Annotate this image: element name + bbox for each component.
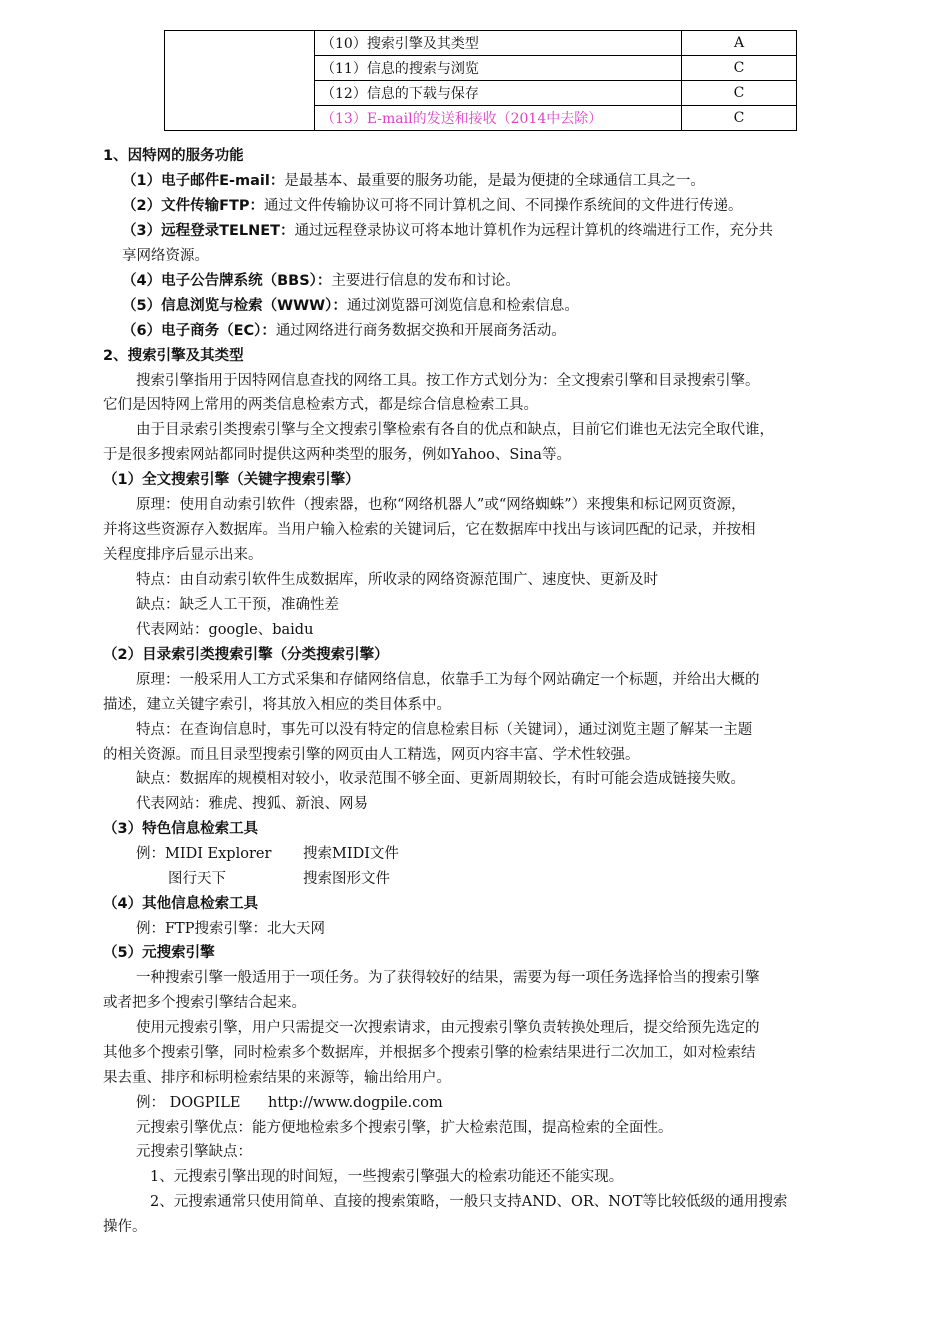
text-line [136, 844, 271, 864]
text-line [103, 445, 571, 465]
line-text-secondary: 搜索图形文件 [303, 871, 390, 887]
line-text: 1、元搜索引擎出现的时间短，一些搜索引擎强大的检索功能还不能实现。 [150, 1169, 624, 1185]
line-text: （2）目录索引类搜索引擎（分类搜索引擎） [103, 647, 389, 663]
text-line [103, 520, 756, 540]
text-line [136, 595, 339, 615]
topic-cell: （11）信息的搜索与浏览 [315, 56, 682, 81]
text-line [136, 371, 760, 391]
text-line [122, 271, 520, 291]
line-text: 或者把多个搜索引擎结合起来。 [103, 995, 306, 1011]
line-text: 2、元搜索通常只使用简单、直接的搜索策略，一般只支持AND、OR、NOT等比较低级的通用搜索 [150, 1194, 788, 1210]
line-text: 图行天下 [168, 871, 226, 887]
text-line [136, 1118, 673, 1138]
text-line [150, 1167, 623, 1187]
text-line [103, 695, 451, 715]
section-heading [103, 819, 258, 839]
line-text: 特点：由自动索引软件生成数据库，所收录的网络资源范围广、速度快、更新及时 [136, 572, 658, 588]
text-line [122, 321, 566, 341]
line-text: 代表网站：雅虎、搜狐、新浪、网易 [136, 796, 368, 812]
text-line [122, 246, 209, 266]
item-label: （2）文件传输FTP： [122, 198, 265, 214]
text-line [136, 1142, 252, 1162]
section-heading [103, 146, 244, 166]
text-line [103, 993, 306, 1013]
line-text: （1）全文搜索引擎（关键字搜索引擎） [103, 472, 360, 488]
line-text: 于是很多搜索网站都同时提供这两种类型的服务，例如Yahoo、Sina等。 [103, 447, 571, 463]
text-line [136, 420, 774, 440]
line-text: 1、因特网的服务功能 [103, 148, 244, 164]
text-line [103, 1068, 451, 1088]
line-text: 使用元搜索引擎，用户只需提交一次搜索请求，由元搜索引擎负责转换处理后，提交给预先选定的 [136, 1020, 760, 1036]
topic-cell: （10）搜索引擎及其类型 [315, 31, 682, 56]
line-text: 果去重、排序和标明检索结果的来源等，输出给用户。 [103, 1070, 451, 1086]
line-text: 的相关资源。而且目录型搜索引擎的网页由人工精选，网页内容丰富、学术性较强。 [103, 747, 640, 763]
line-text: 搜索引擎指用于因特网信息查找的网络工具。按工作方式划分为：全文搜索引擎和目录搜索引擎。 [136, 373, 760, 389]
text-line [136, 769, 745, 789]
text-line [136, 1093, 240, 1113]
text-line [136, 495, 746, 515]
section-heading [103, 943, 215, 963]
line-text: （4）其他信息检索工具 [103, 896, 259, 912]
text-line [103, 1217, 147, 1237]
line-text: 元搜索引擎缺点： [136, 1144, 252, 1160]
grade-cell: C [682, 106, 797, 131]
line-text: 通过浏览器可浏览信息和检索信息。 [346, 298, 579, 314]
line-text-secondary: http://www.dogpile.com [268, 1095, 443, 1111]
text-line [122, 221, 773, 241]
text-line [136, 919, 325, 939]
item-label: （5）信息浏览与检索（WWW）： [122, 298, 347, 314]
line-text: 其他多个搜索引擎，同时检索多个数据库，并根据多个搜索引擎的检索结果进行二次加工，如对检索结 [103, 1045, 756, 1061]
text-line [122, 296, 579, 316]
text-line [122, 171, 705, 191]
line-text: 关程度排序后显示出来。 [103, 547, 263, 563]
line-text: 操作。 [103, 1219, 147, 1235]
text-line [136, 570, 658, 590]
text-line [103, 395, 538, 415]
line-text: 原理：使用自动索引软件（搜索器，也称“网络机器人”或“网络蜘蛛”）来搜集和标记网页资源， [136, 497, 746, 513]
text-line [136, 670, 760, 690]
text-line [103, 745, 640, 765]
line-text: 通过网络进行商务数据交换和开展商务活动。 [275, 323, 566, 339]
topic-table [164, 30, 797, 131]
line-text: 2、搜索引擎及其类型 [103, 348, 244, 364]
line-text: 缺点：数据库的规模相对较小，收录范围不够全面、更新周期较长，有时可能会造成链接失败。 [136, 771, 745, 787]
grade-cell: A [682, 31, 797, 56]
topic-cell: （13）E-mail的发送和接收（2014中去除） [315, 106, 682, 131]
line-text: 它们是因特网上常用的两类信息检索方式，都是综合信息检索工具。 [103, 397, 538, 413]
item-label: （6）电子商务（EC）： [122, 323, 276, 339]
line-text: 通过文件传输协议可将不同计算机之间、不同操作系统间的文件进行传递。 [264, 198, 743, 214]
line-text: 特点：在查询信息时，事先可以没有特定的信息检索目标（关键词），通过浏览主题了解某一主题 [136, 722, 753, 738]
line-text: 原理：一般采用人工方式采集和存储网络信息，依靠手工为每个网站确定一个标题，并给出大概的 [136, 672, 760, 688]
section-heading [103, 470, 360, 490]
text-line [168, 869, 226, 889]
table-row [165, 31, 797, 56]
section-heading [103, 346, 244, 366]
section-heading [103, 645, 389, 665]
line-text: 并将这些资源存入数据库。当用户输入检索的关键词后，它在数据库中找出与该词匹配的记录，并按相 [103, 522, 756, 538]
line-text: 例： DOGPILE [136, 1095, 241, 1111]
text-line [136, 620, 313, 640]
topic-cell: （12）信息的下载与保存 [315, 81, 682, 106]
table-empty-cell [165, 31, 315, 131]
item-label: （3）远程登录TELNET： [122, 223, 295, 239]
section-heading [103, 894, 258, 914]
line-text: 缺点：缺乏人工干预，准确性差 [136, 597, 339, 613]
line-text: 例：FTP搜索引擎：北大天网 [136, 921, 325, 937]
line-text: 主要进行信息的发布和讨论。 [331, 273, 520, 289]
line-text: 代表网站：google、baidu [136, 622, 314, 638]
item-label: （1）电子邮件E-mail： [122, 173, 285, 189]
line-text: 享网络资源。 [122, 248, 209, 264]
text-line [136, 968, 760, 988]
text-line [150, 1192, 788, 1212]
text-line [136, 794, 368, 814]
line-text: 通过远程登录协议可将本地计算机作为远程计算机的终端进行工作，充分共 [294, 223, 774, 239]
line-text-secondary: 搜索MIDI文件 [303, 846, 399, 862]
line-text: （5）元搜索引擎 [103, 945, 215, 961]
line-text: 元搜索引擎优点：能方便地检索多个搜索引擎，扩大检索范围，提高检索的全面性。 [136, 1120, 673, 1136]
text-line [103, 545, 263, 565]
line-text: 一种搜索引擎一般适用于一项任务。为了获得较好的结果，需要为每一项任务选择恰当的搜索引擎 [136, 970, 760, 986]
text-line [122, 196, 743, 216]
line-text: 例：MIDI Explorer [136, 846, 272, 862]
text-line [136, 720, 752, 740]
text-line [103, 1043, 756, 1063]
line-text: 由于目录索引类搜索引擎与全文搜索引擎检索有各自的优点和缺点，目前它们谁也无法完全取代谁， [136, 422, 774, 438]
grade-cell: C [682, 81, 797, 106]
text-line [136, 1018, 760, 1038]
line-text: 是最基本、最重要的服务功能，是最为便捷的全球通信工具之一。 [284, 173, 705, 189]
line-text: （3）特色信息检索工具 [103, 821, 259, 837]
item-label: （4）电子公告牌系统（BBS）： [122, 273, 332, 289]
line-text: 描述，建立关键字索引，将其放入相应的类目体系中。 [103, 697, 451, 713]
grade-cell: C [682, 56, 797, 81]
